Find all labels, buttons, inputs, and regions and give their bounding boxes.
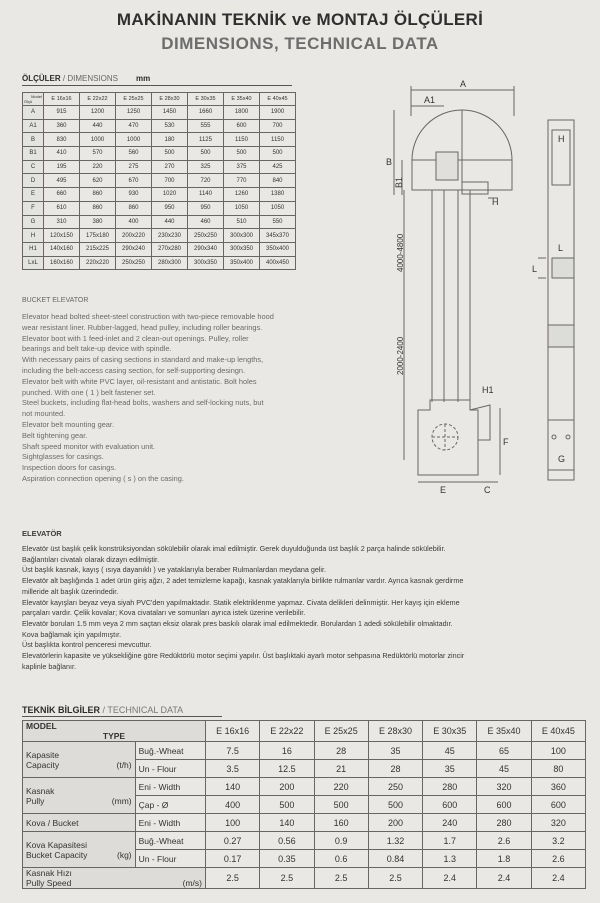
dimensions-cell: 1380 xyxy=(260,188,296,202)
technical-row xyxy=(23,814,586,832)
elevator-tr-line: Elevatörlerin kapasite ve yüksekliğine göre Redüktörlü motor seçimi yapılır. Üst başlıktaki ayarlı motor sehpasına Redüktörlü motorlar zincir xyxy=(22,651,465,661)
dimensions-cell: 345x370 xyxy=(260,229,296,243)
drawing-label-side-l: L xyxy=(558,243,564,253)
technical-cell: 320 xyxy=(531,814,585,832)
technical-cell: 160 xyxy=(314,814,368,832)
dimensions-cell: 495 xyxy=(44,174,80,188)
technical-subtype: Un - Flour xyxy=(135,760,205,778)
dimensions-cell: 400x450 xyxy=(260,256,296,270)
dimensions-cell: 140x160 xyxy=(44,242,80,256)
bucket-elevator-line: Steel buckets, including flat-head bolts, washers and self-locking nuts, but xyxy=(22,398,264,408)
dimensions-cell: 555 xyxy=(188,119,224,133)
bucket-elevator-line: Elevator belt with white PVC layer, oil-resistant and antistatic. Bolt holes xyxy=(22,376,257,386)
elevator-tr-line: kaplinle bağlanır. xyxy=(22,661,76,671)
technical-cell: 2.5 xyxy=(368,868,422,889)
technical-row xyxy=(23,742,586,760)
technical-label-en-text: Pully Speed xyxy=(26,878,72,888)
technical-label-en-text: Pully xyxy=(26,795,45,806)
title-english: DIMENSIONS, TECHNICAL DATA xyxy=(161,34,439,53)
dimensions-cell: 325 xyxy=(188,160,224,174)
dimensions-cell: 410 xyxy=(44,147,80,161)
elevator-head xyxy=(412,110,512,190)
elevator-tr-line: parçaları vardır. Çelik kovalar; Kova civataları ve somunları ayrıca istek üzerine verilebilir. xyxy=(22,608,306,618)
technical-subtype: Eni - Width xyxy=(135,814,205,832)
technical-cell: 2.4 xyxy=(531,868,585,889)
dimensions-cell: 280x300 xyxy=(152,256,188,270)
technical-cell: 28 xyxy=(368,760,422,778)
technical-cell: 0.6 xyxy=(314,850,368,868)
bucket-elevator-line: Aspiration connection opening ( s ) on the casing. xyxy=(22,473,184,483)
technical-cell: 12.5 xyxy=(260,760,314,778)
dimensions-cell: 1125 xyxy=(188,133,224,147)
technical-cell: 280 xyxy=(477,814,531,832)
technical-cell: 200 xyxy=(260,778,314,796)
technical-cell: 100 xyxy=(205,814,259,832)
technical-cell: 35 xyxy=(423,760,477,778)
technical-label-tr: Kova / Bucket xyxy=(26,817,79,828)
technical-cell: 0.56 xyxy=(260,832,314,850)
dimensions-cell: 1900 xyxy=(260,106,296,120)
technical-cell: 100 xyxy=(531,742,585,760)
technical-cell: 500 xyxy=(368,796,422,814)
technical-heading xyxy=(22,705,183,715)
dimensions-cell: 1000 xyxy=(80,133,116,147)
technical-cell: 28 xyxy=(314,742,368,760)
technical-corner xyxy=(23,721,206,742)
dimensions-cell: 350x400 xyxy=(260,242,296,256)
drawing-labels xyxy=(386,79,565,495)
drawing-label-e: E xyxy=(440,485,447,495)
technical-cell: 0.17 xyxy=(205,850,259,868)
dimensions-cell: 600 xyxy=(224,119,260,133)
technical-unit: (m/s) xyxy=(182,878,202,888)
technical-cell: 1.8 xyxy=(477,850,531,868)
technical-cell: 2.6 xyxy=(531,850,585,868)
dimensions-row-key: H1 xyxy=(23,242,44,256)
technical-row xyxy=(23,832,586,850)
dimensions-cell: 700 xyxy=(260,119,296,133)
elevator-tr-description xyxy=(22,544,594,672)
technical-cell: 65 xyxy=(477,742,531,760)
bucket-elevator-line: Shaft speed monitor with evaluation unit. xyxy=(22,441,156,451)
dimensions-row-key: B xyxy=(23,133,44,147)
technical-cell: 360 xyxy=(531,778,585,796)
technical-cell: 45 xyxy=(423,742,477,760)
technical-cell: 140 xyxy=(205,778,259,796)
dimensions-cell: 195 xyxy=(44,160,80,174)
technical-label-en xyxy=(26,760,132,770)
dimensions-cell: 300x350 xyxy=(188,256,224,270)
bucket-elevator-line: punched. With one ( 1 ) belt fastener set. xyxy=(22,387,156,397)
drawing-label-f: F xyxy=(503,437,509,447)
drawing-label-b1: B1 xyxy=(394,176,404,188)
dimensions-cell: 560 xyxy=(116,147,152,161)
dimensions-table xyxy=(22,92,296,270)
dimensions-row-key: F xyxy=(23,201,44,215)
elevator-tr-line: Elevatör kayışları beyaz veya siyah PVC'den yapılmaktadır. Statik elektriklenme yapmaz. Civata delikleri delinmiştir. Her kayış için ekleme xyxy=(22,597,460,607)
dimensions-cell: 1200 xyxy=(80,106,116,120)
dimensions-cell: 660 xyxy=(44,188,80,202)
dimensions-cell: 1800 xyxy=(224,106,260,120)
dimensions-cell: 375 xyxy=(224,160,260,174)
technical-cell: 220 xyxy=(314,778,368,796)
technical-heading-tr: TEKNİK BİLGİLER xyxy=(22,705,100,715)
dimensions-cell: 1050 xyxy=(260,201,296,215)
technical-subtype: Un - Flour xyxy=(135,850,205,868)
drawing-label-height-range-lower: 2000-2400 xyxy=(396,336,405,375)
technical-table xyxy=(22,720,586,889)
dimensions-row xyxy=(23,160,296,174)
corner-size: Ölçü xyxy=(24,99,33,104)
technical-cell: 500 xyxy=(260,796,314,814)
technical-unit: (mm) xyxy=(111,795,132,806)
dimensions-cell: 500 xyxy=(152,147,188,161)
dimensions-model-header: E 25x25 xyxy=(116,93,152,106)
technical-cell: 140 xyxy=(260,814,314,832)
technical-cell: 1.7 xyxy=(423,832,477,850)
dimensions-row xyxy=(23,242,296,256)
dimensions-rule xyxy=(22,85,292,86)
dimensions-cell: 1660 xyxy=(188,106,224,120)
technical-label-en xyxy=(26,878,202,888)
dimensions-cell: 160x160 xyxy=(44,256,80,270)
dimensions-cell: 860 xyxy=(80,188,116,202)
dimensions-row-key: E xyxy=(23,188,44,202)
technical-row xyxy=(23,778,586,796)
technical-row-label xyxy=(23,868,206,889)
drawing-label-height-range: 4000-4800 xyxy=(396,233,405,272)
technical-cell: 3.2 xyxy=(531,832,585,850)
drawing-label-h1: H1 xyxy=(482,385,494,395)
dimensions-cell: 290x340 xyxy=(188,242,224,256)
technical-cell: 240 xyxy=(423,814,477,832)
dimensions-cell: 860 xyxy=(116,201,152,215)
dimensions-cell: 380 xyxy=(80,215,116,229)
dimensions-cell: 1140 xyxy=(188,188,224,202)
dimensions-cell: 180 xyxy=(152,133,188,147)
technical-model-header: E 16x16 xyxy=(205,721,259,742)
dimensions-row-key: D xyxy=(23,174,44,188)
dimensions-cell: 570 xyxy=(80,147,116,161)
dimensions-model-header: E 35x40 xyxy=(224,93,260,106)
technical-cell: 21 xyxy=(314,760,368,778)
technical-cell: 2.4 xyxy=(477,868,531,889)
dimensions-cell: 215x225 xyxy=(80,242,116,256)
dimensions-model-header: E 22x22 xyxy=(80,93,116,106)
dimensions-row-key: C xyxy=(23,160,44,174)
bucket-elevator-heading: BUCKET ELEVATOR xyxy=(22,297,89,304)
technical-cell: 250 xyxy=(368,778,422,796)
dimensions-cell: 1250 xyxy=(116,106,152,120)
technical-label-en xyxy=(26,850,132,860)
dimensions-cell: 200x220 xyxy=(116,229,152,243)
dimensions-row xyxy=(23,147,296,161)
dimensions-cell: 470 xyxy=(116,119,152,133)
dimensions-heading-tr: ÖLÇÜLER xyxy=(22,74,61,83)
technical-subtype: Eni - Width xyxy=(135,778,205,796)
dimensions-cell: 670 xyxy=(116,174,152,188)
dimensions-cell: 460 xyxy=(188,215,224,229)
dimensions-cell: 620 xyxy=(80,174,116,188)
technical-label-en xyxy=(26,796,132,806)
elevator-tr-line: Elevatör boruları 1.5 mm veya 2 mm saçtan eksiz olarak pres baskılı olarak imal edilmektedir. Borulardan 1 adedi sökülebilir olmaktadır. xyxy=(22,618,453,628)
dimensions-cell: 550 xyxy=(260,215,296,229)
bucket-elevator-line: Elevator belt mounting gear. xyxy=(22,419,115,429)
technical-cell: 7.5 xyxy=(205,742,259,760)
dimensions-cell: 500 xyxy=(260,147,296,161)
technical-label-tr: Kasnak xyxy=(26,785,55,796)
dimensions-model-header: E 16x16 xyxy=(44,93,80,106)
technical-cell: 2.6 xyxy=(477,832,531,850)
technical-subtype: Buğ.-Wheat xyxy=(135,832,205,850)
dimensions-cell: 610 xyxy=(44,201,80,215)
elevator-tr-line: Elevatör üst başlık çelik konstrüksiyondan sökülebilir olarak imal edilmiştir. Gerek duyulduğunda üst başlık 2 parça halinde sökülebilir. xyxy=(22,544,446,553)
dimensions-cell: 360 xyxy=(44,119,80,133)
technical-label-tr: Kapasite xyxy=(26,749,60,760)
technical-label-tr: Kova Kapasitesi xyxy=(26,839,87,850)
dimensions-cell: 1150 xyxy=(260,133,296,147)
dimensions-cell: 350x400 xyxy=(224,256,260,270)
dimensions-row xyxy=(23,229,296,243)
dimensions-model-header: E 40x45 xyxy=(260,93,296,106)
technical-row-label xyxy=(23,832,136,868)
bucket-elevator-description xyxy=(22,312,332,485)
elevator-tr-heading: ELEVATÖR xyxy=(22,529,62,538)
drawing-label-side-l2: L xyxy=(532,264,538,274)
dimensions-cell: 950 xyxy=(152,201,188,215)
dimensions-cell: 425 xyxy=(260,160,296,174)
dimensions-heading-en: / DIMENSIONS xyxy=(60,74,119,83)
dimensions-cell: 500 xyxy=(188,147,224,161)
dimensions-cell: 230x230 xyxy=(152,229,188,243)
dimensions-cell: 950 xyxy=(188,201,224,215)
corner-model: Model xyxy=(31,94,42,99)
dimensions-cell: 270 xyxy=(152,160,188,174)
dimensions-cell: 530 xyxy=(152,119,188,133)
dimensions-row xyxy=(23,201,296,215)
dimensions-cell: 720 xyxy=(188,174,224,188)
dimensions-cell: 1000 xyxy=(116,133,152,147)
technical-cell: 2.4 xyxy=(423,868,477,889)
dimensions-cell: 1150 xyxy=(224,133,260,147)
dimensions-row-key: A1 xyxy=(23,119,44,133)
dimensions-row xyxy=(23,174,296,188)
technical-cell: 3.5 xyxy=(205,760,259,778)
dimensions-row-key: A xyxy=(23,106,44,120)
dimensions-cell: 860 xyxy=(80,201,116,215)
dimensions-row xyxy=(23,215,296,229)
dimensions-cell: 400 xyxy=(116,215,152,229)
drawing-label-a: A xyxy=(460,79,467,89)
dimensions-cell: 300x300 xyxy=(224,229,260,243)
technical-cell: 0.27 xyxy=(205,832,259,850)
technical-cell: 45 xyxy=(477,760,531,778)
technical-subtype: Buğ.-Wheat xyxy=(135,742,205,760)
bucket-elevator-line: Elevator head bolted sheet-steel construction with two-piece removable hood xyxy=(22,312,274,321)
elevator-boot xyxy=(418,400,478,475)
technical-label-tr: Kasnak Hızı xyxy=(26,868,72,878)
elevator-tr-line: Bağlantıları civatalı olarak dizayn edilmiştir. xyxy=(22,554,160,564)
technical-cell: 400 xyxy=(205,796,259,814)
dimensions-cell: 510 xyxy=(224,215,260,229)
technical-cell: 600 xyxy=(423,796,477,814)
dimensions-cell: 175x180 xyxy=(80,229,116,243)
dimensions-cell: 250x250 xyxy=(188,229,224,243)
drawing-label-b: B xyxy=(386,157,393,167)
dimensions-row xyxy=(23,256,296,270)
technical-model-header: E 35x40 xyxy=(477,721,531,742)
dimensions-row-key: B1 xyxy=(23,147,44,161)
dimensions-cell: 290x240 xyxy=(116,242,152,256)
dimensions-cell: 700 xyxy=(152,174,188,188)
dimensions-cell: 830 xyxy=(44,133,80,147)
dimensions-model-header: E 28x30 xyxy=(152,93,188,106)
bucket-elevator-line: Inspection doors for casings. xyxy=(22,463,117,473)
elevator-tr-line: Kova bağlamak için yapılmıştır. xyxy=(22,629,122,639)
bucket-elevator-line: not mounted. xyxy=(22,409,66,419)
dimensions-row-key: LxL xyxy=(23,256,44,270)
technical-row xyxy=(23,868,586,889)
bucket-elevator-line: With necessary pairs of casing sections in standard and make-up lengths, xyxy=(22,355,264,365)
technical-model-header: E 28x30 xyxy=(368,721,422,742)
elevator-tr-line: Üst başlık kasnak, kayış ( ısıya dayanıklı ) ve yataklarıyla beraber Rulmanlardan meydana gelir. xyxy=(22,565,327,575)
technical-cell: 1.32 xyxy=(368,832,422,850)
dimensions-heading xyxy=(22,74,150,83)
dimensions-cell: 840 xyxy=(260,174,296,188)
technical-model-header: E 30x35 xyxy=(423,721,477,742)
drawing-label-c: C xyxy=(484,485,491,495)
dimensions-corner xyxy=(23,93,44,106)
dimensions-cell: 500 xyxy=(224,147,260,161)
bucket-elevator-line: Belt tightening gear. xyxy=(22,430,88,440)
dimensions-unit: mm xyxy=(136,74,151,83)
title-turkish: MAKİNANIN TEKNİK ve MONTAJ ÖLÇÜLERİ xyxy=(116,10,484,29)
dimensions-row xyxy=(23,119,296,133)
technical-label-en-text: Bucket Capacity xyxy=(26,849,88,860)
technical-heading-en: / TECHNICAL DATA xyxy=(100,705,184,715)
dimensions-cell: 270x280 xyxy=(152,242,188,256)
dimensions-cell: 310 xyxy=(44,215,80,229)
technical-label-en-text: Capacity xyxy=(26,759,60,770)
technical-row-label xyxy=(23,814,136,832)
dimensions-cell: 770 xyxy=(224,174,260,188)
dimensions-cell: 440 xyxy=(80,119,116,133)
technical-cell: 0.35 xyxy=(260,850,314,868)
dimensions-cell: 930 xyxy=(116,188,152,202)
dimensions-cell: 1260 xyxy=(224,188,260,202)
side-view-casing xyxy=(548,120,574,480)
technical-cell: 2.5 xyxy=(205,868,259,889)
dimensions-cell: 275 xyxy=(116,160,152,174)
technical-cell: 320 xyxy=(477,778,531,796)
elevator-tr-line: Üst başlıkta kontrol penceresi mevcuttur. xyxy=(22,640,152,650)
technical-cell: 0.84 xyxy=(368,850,422,868)
elevator-tr-line: Elevatör alt başlığında 1 adet ürün giriş ağzı, 2 adet temizleme kapağı, kasnak yataklarıyla birlikte rulmanlar vardır. Ayrıca kasnak gerdirme xyxy=(22,576,464,586)
technical-cell: 80 xyxy=(531,760,585,778)
technical-cell: 16 xyxy=(260,742,314,760)
dimensions-cell: 220 xyxy=(80,160,116,174)
dimensions-cell: 440 xyxy=(152,215,188,229)
dimensions-cell: 300x350 xyxy=(224,242,260,256)
dimensions-cell: 120x150 xyxy=(44,229,80,243)
technical-row-label xyxy=(23,778,136,814)
dimensions-cell: 250x250 xyxy=(116,256,152,270)
technical-type-label: TYPE xyxy=(102,731,126,741)
bucket-elevator-line: bearings and belt take-up device with spindle. xyxy=(22,344,172,354)
technical-unit: (t/h) xyxy=(116,759,132,770)
technical-model-header: E 22x22 xyxy=(260,721,314,742)
dimensions-cell: 1020 xyxy=(152,188,188,202)
drawing-label-side-h: H xyxy=(558,134,565,144)
technical-cell: 600 xyxy=(531,796,585,814)
dimensions-row-key: G xyxy=(23,215,44,229)
technical-model-header: E 25x25 xyxy=(314,721,368,742)
drawing-label-a1: A1 xyxy=(424,95,436,105)
bucket-elevator-line: wear resistant liner. Rubber-lagged, head pulley, including roller bearings. xyxy=(22,322,263,332)
bucket-elevator-line: Elevator boot with 1 feed-inlet and 2 clean-out openings. Pulley, roller xyxy=(22,333,249,343)
bucket-elevator-line: including the belt-access casing section, for self-supporting desingn. xyxy=(22,365,246,375)
dimensions-row xyxy=(23,133,296,147)
dimensions-header-row xyxy=(23,93,296,106)
technical-subtype: Çap - Ø xyxy=(135,796,205,814)
drawing-label-side-g: G xyxy=(558,454,566,464)
technical-model-label: MODEL xyxy=(26,721,57,731)
technical-model-header: E 40x45 xyxy=(531,721,585,742)
technical-cell: 1.3 xyxy=(423,850,477,868)
dimensions-row-key: H xyxy=(23,229,44,243)
elevator-tr-line: milleride alt başlık üzerindedir. xyxy=(22,586,119,596)
dimensions-cell: 915 xyxy=(44,106,80,120)
drawing-label-h: H xyxy=(492,197,499,207)
bucket-elevator-line: Sightglasses for casings. xyxy=(22,452,104,462)
technical-header-row xyxy=(23,721,586,742)
technical-rule xyxy=(22,716,222,717)
dimensions-model-header: E 30x35 xyxy=(188,93,224,106)
technical-cell: 200 xyxy=(368,814,422,832)
technical-cell: 0.9 xyxy=(314,832,368,850)
dimensions-row xyxy=(23,106,296,120)
technical-cell: 2.5 xyxy=(260,868,314,889)
technical-cell: 600 xyxy=(477,796,531,814)
dimensions-cell: 220x220 xyxy=(80,256,116,270)
dimensions-row xyxy=(23,188,296,202)
technical-cell: 500 xyxy=(314,796,368,814)
dimensions-cell: 1050 xyxy=(224,201,260,215)
technical-row-label xyxy=(23,742,136,778)
technical-unit: (kg) xyxy=(116,849,132,860)
technical-cell: 2.5 xyxy=(314,868,368,889)
technical-cell: 280 xyxy=(423,778,477,796)
technical-cell: 35 xyxy=(368,742,422,760)
dimensions-cell: 1450 xyxy=(152,106,188,120)
